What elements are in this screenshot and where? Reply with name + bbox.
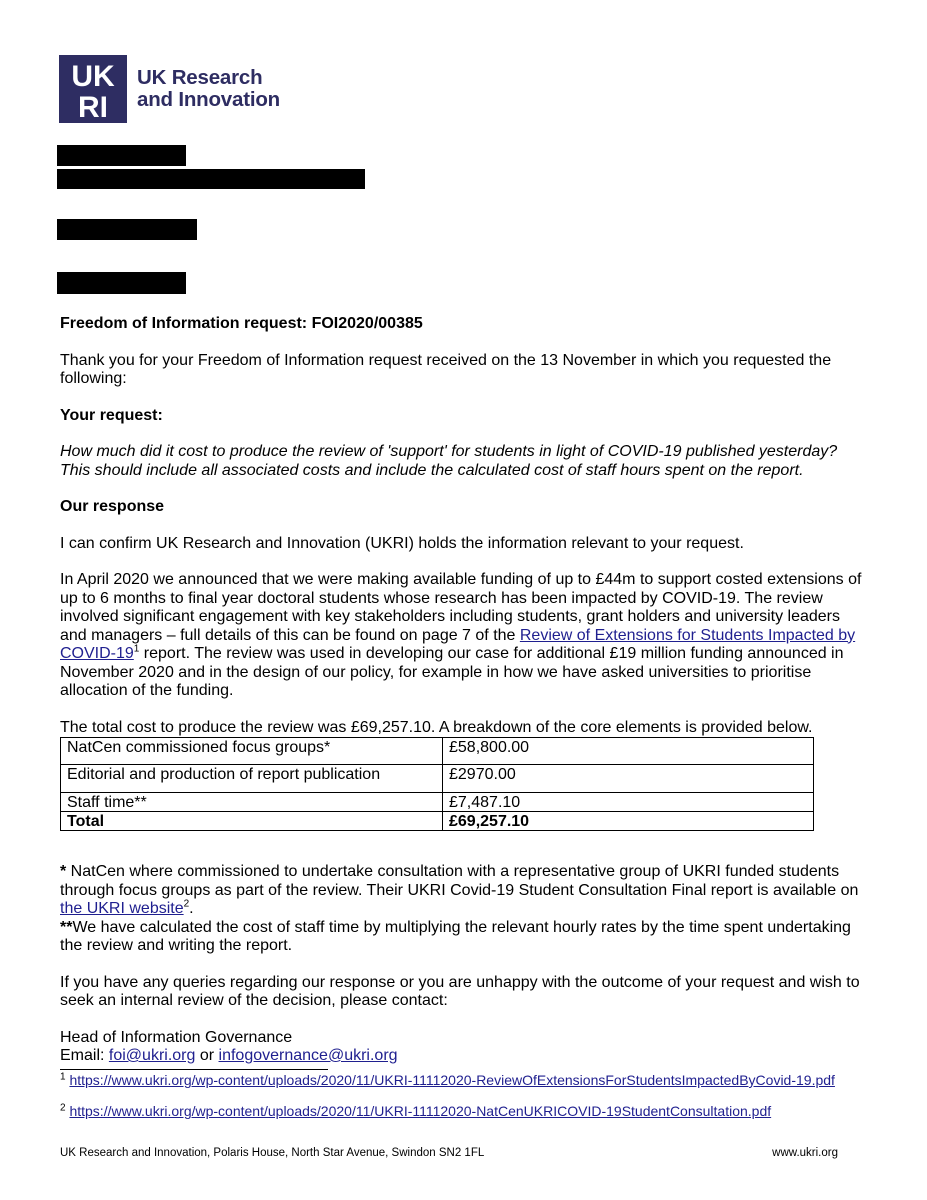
response-heading: Our response [60, 498, 165, 515]
footnote-2 [60, 1103, 870, 1120]
ukri-website-link[interactable]: the UKRI website [60, 900, 184, 917]
redaction-block [57, 169, 365, 189]
note-star-end: . [189, 900, 194, 917]
note-star-mark: * [60, 863, 67, 880]
april-text-before-link: In April 2020 we announced that we were making available funding of up to £44m to support costed extensions of up to 6 months to final year doctoral students whose research has been impacted by COVID-19. The review involved significant engagement with key stakeholders including students, grant holders and university leaders and managers – full details of this can be found on page 7 of the [60, 571, 862, 644]
cost-value: £58,800.00 [443, 738, 814, 765]
table-row [61, 765, 814, 793]
request-text: How much did it cost to produce the review of 'support' for students in light of COVID-19 published yesterday? This should include all associated costs and include the calculated cost of staff hours spent on the report. [60, 443, 838, 479]
note-star [60, 863, 870, 919]
logo-name-line-1: UK Research [137, 66, 263, 89]
total-label: Total [61, 812, 443, 831]
intro-paragraph: Thank you for your Freedom of Information request received on the 13 November in which you requested the following: [60, 351, 832, 387]
footnote-2-link[interactable]: https://www.ukri.org/wp-content/uploads/2020/11/UKRI-11112020-NatCenUKRICOVID-19StudentConsultation.pdf [69, 1103, 772, 1119]
ukri-logo-mark [59, 55, 127, 123]
contact-title: Head of Information Governance [60, 1028, 293, 1046]
table-row [61, 738, 814, 765]
april-paragraph [60, 571, 870, 701]
total-value: £69,257.10 [443, 812, 814, 831]
footnote-1 [60, 1072, 870, 1089]
email-label: Email: [60, 1047, 109, 1064]
cost-item: Staff time** [61, 793, 443, 812]
queries-paragraph: If you have any queries regarding our response or you are unhappy with the outcome of your request and wish to seek an internal review of the decision, please contact: [60, 973, 860, 1009]
footnote-1-link[interactable]: https://www.ukri.org/wp-content/uploads/2020/11/UKRI-11112020-ReviewOfExtensionsForStudentsImpactedByCovid-19.pdf [69, 1072, 835, 1088]
letter-body [60, 315, 870, 1066]
footnote-ref-2: 2 [183, 898, 190, 910]
note-double-star [60, 919, 870, 956]
footnote-ref-1: 1 [133, 643, 140, 655]
note-double-star-text: We have calculated the cost of staff time by multiplying the relevant hourly rates by the time spent undertaking the review and writing the report. [60, 918, 851, 954]
redaction-block [57, 219, 197, 240]
redaction-block [57, 145, 186, 166]
total-cost-paragraph: The total cost to produce the review was £69,257.10. A breakdown of the core elements is provided below. [60, 718, 813, 736]
logo-name-line-2: and Innovation [137, 88, 280, 111]
logo-wordmark [137, 67, 280, 111]
footer-address: UK Research and Innovation, Polaris House, North Star Avenue, Swindon SN2 1FL [60, 1147, 485, 1159]
infogovernance-email-link[interactable]: infogovernance@ukri.org [218, 1047, 398, 1064]
april-text-after-link: report. The review was used in developing our case for additional £19 million funding announced in November 2020 and in the design of our policy, for example in how we have asked universities to prioritise allocation of the funding. [60, 645, 844, 699]
foi-email-link[interactable]: foi@ukri.org [108, 1047, 196, 1064]
footnote-number: 1 [60, 1071, 66, 1083]
table-total-row [61, 812, 814, 831]
cost-item: NatCen commissioned focus groups* [61, 738, 443, 765]
page-footer [60, 1147, 838, 1159]
ukri-monogram-icon [59, 55, 127, 123]
request-heading: Your request: [60, 406, 163, 424]
contact-email-line [60, 1047, 870, 1066]
letter-heading: Freedom of Information request: FOI2020/00385 [60, 315, 423, 332]
cost-value: £2970.00 [443, 765, 814, 793]
footer-website: www.ukri.org [772, 1147, 838, 1159]
confirm-paragraph: I can confirm UK Research and Innovation (UKRI) holds the information relevant to your request. [60, 534, 744, 552]
cost-value: £7,487.10 [443, 793, 814, 812]
redaction-block [57, 272, 186, 294]
footnotes [60, 1072, 870, 1120]
table-row [61, 793, 814, 812]
footnote-separator [60, 1069, 328, 1070]
note-double-star-mark: ** [60, 918, 73, 936]
email-or: or [195, 1047, 219, 1064]
logo-mark-line-2: RI [78, 91, 108, 123]
cost-breakdown-table [60, 737, 814, 831]
logo-mark-line-1: UK [71, 60, 115, 93]
cost-item: Editorial and production of report publication [61, 765, 443, 793]
review-report-link[interactable]: Review of Extensions for Students Impacted by COVID-19 [60, 626, 856, 662]
ukri-logo [59, 55, 280, 123]
note-star-text: NatCen where commissioned to undertake consultation with a representative group of UKRI funded students through focus groups as part of the review. Their UKRI Covid-19 Student Consultation Final report is available on [60, 863, 859, 899]
footnote-number: 2 [60, 1102, 66, 1114]
